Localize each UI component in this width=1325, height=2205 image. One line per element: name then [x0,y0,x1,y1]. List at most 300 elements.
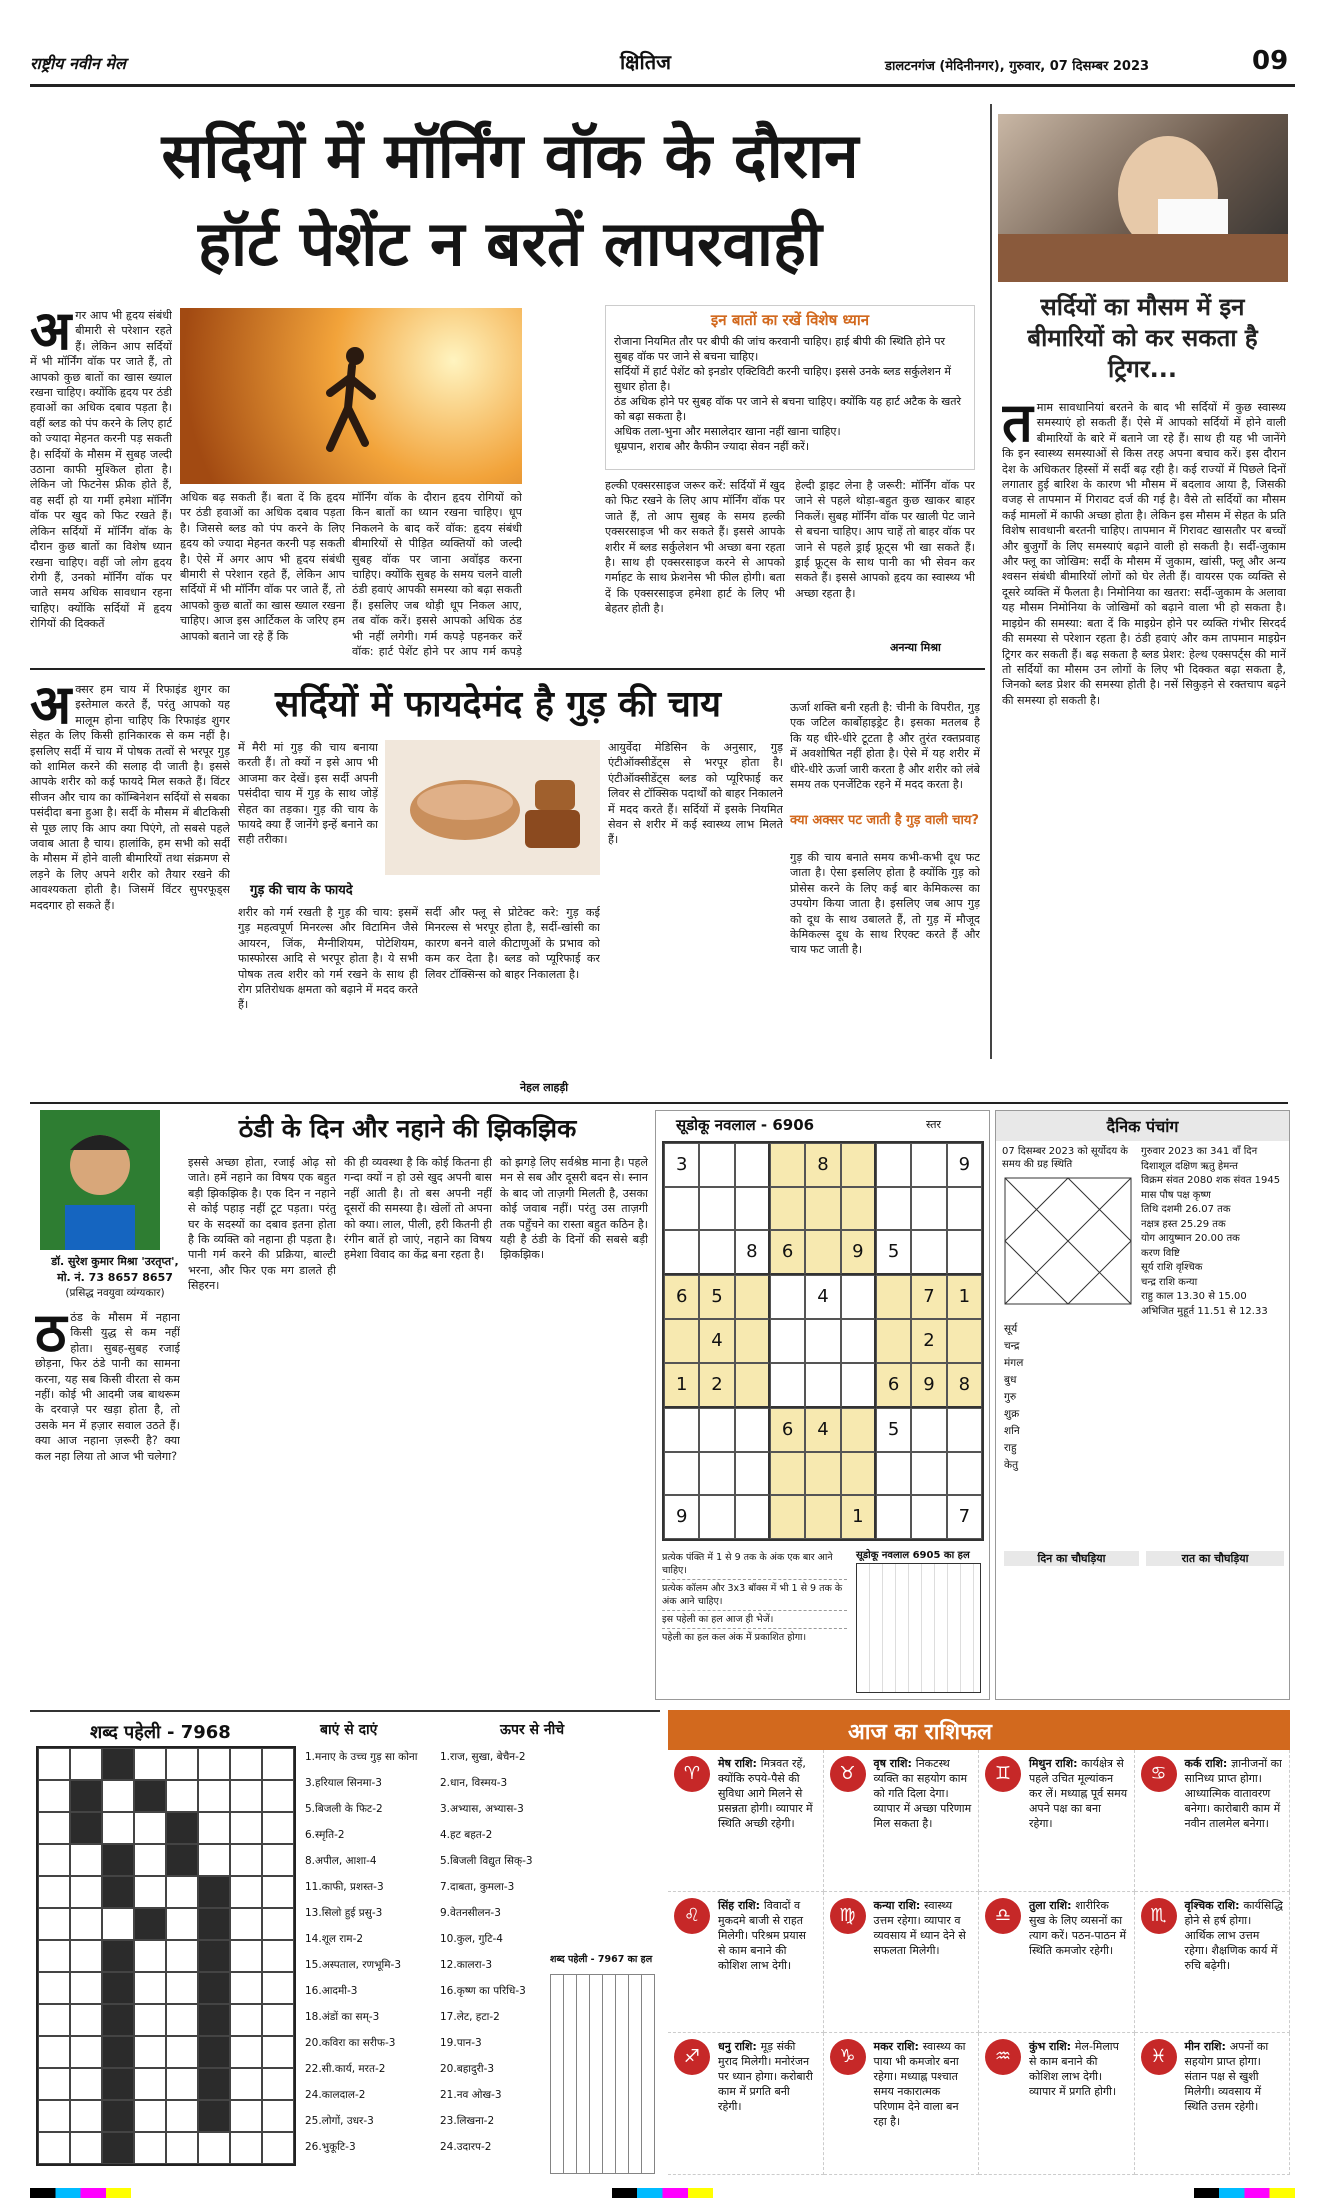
main-col-2: अधिक बढ़ सकती हैं। बता दें कि हृदय पर ठंडी हवाओं का अधिक दबाव पड़ता है। जिससे ब्लड को पंप करने के लिए हृदय को ज्यादा मेहनत करनी पड़ सकती है। ऐसे में अगर आप भी हृदय संबंधी बीमारी से परेशान रहते हैं, लेकिन आप सर्दियों में भी मॉर्निंग वॉक पर जाते हैं, तो आपको कुछ बातों का खास ख्याल रखना चाहिए। आज इस आर्टिकल के जरिए हम आपको बताने जा रहे हैं कि [180,491,345,643]
crossword-cell[interactable] [262,2132,294,2164]
panchang-line: तिथि दशमी 26.07 तक [1141,1204,1231,1215]
section-title: क्षितिज [620,50,671,74]
across-clue: 8.अपील, आशा-4 [305,1855,377,1867]
crossword-cell[interactable] [166,1876,198,1908]
rashi-card [979,2033,1135,2175]
crossword-cell[interactable] [262,2036,294,2068]
sudoku-cell[interactable] [947,1452,982,1495]
crossword-cell[interactable] [262,1748,294,1780]
crossword-cell[interactable] [166,2068,198,2100]
crossword-cell[interactable] [134,1780,166,1812]
planet-row: बुध [1004,1374,1017,1386]
sudoku-cell[interactable]: 6 [664,1275,699,1319]
registration-marks [30,2188,1295,2198]
sudoku-cell[interactable] [841,1187,876,1230]
rashi-text: शारीरिक सुख के लिए व्यसनों का त्याग करें। पठन-पाठन में स्थिति कमजोर रहेगी। [1029,1898,1127,1957]
rashi-text: मेल-मिलाप से काम बनाने की कोशिश लाभ देगी। व्यापार में प्रगति होगी। [1029,2040,1119,2099]
sudoku-cell[interactable] [876,1143,911,1187]
sudoku-cell[interactable] [911,1230,946,1275]
crossword-cell[interactable] [262,2068,294,2100]
crossword-cell[interactable] [230,1908,262,1940]
tip-item: सर्दियों में हार्ट पेशेंट को इनडोर एक्टिविटी करनी चाहिए। इससे उनके ब्लड सर्कुलेशन में सुधार होता है। [614,365,951,393]
sudoku-cell[interactable] [770,1452,805,1495]
planet-row: केतु [1004,1459,1019,1471]
sudoku-cell[interactable]: 6 [770,1230,805,1275]
sudoku-cell[interactable] [735,1187,770,1230]
down-clue: 9.वेतनसीलन-3 [440,1907,501,1919]
zodiac-icon: ♐ [674,2039,710,2075]
across-clue: 16.आदमी-3 [305,1985,358,1997]
sudoku-notes [662,1549,847,1646]
sudoku-cell[interactable] [735,1452,770,1495]
sudoku-cell[interactable] [664,1408,699,1452]
across-clue: 24.कालदाल-2 [305,2089,366,2101]
crossword-cell[interactable] [262,2100,294,2132]
crossword-cell[interactable] [198,1972,230,2004]
sudoku-cell[interactable] [699,1187,734,1230]
crossword-cell[interactable] [102,2068,134,2100]
crossword-grid[interactable] [36,1746,296,2166]
across-clues [305,1744,435,2160]
crossword-cell[interactable] [198,1844,230,1876]
across-clue: 14.शूल राम-2 [305,1933,364,1945]
sudoku-cell[interactable]: 7 [947,1495,982,1539]
crossword-cell[interactable] [134,1844,166,1876]
sudoku-cell[interactable] [841,1275,876,1319]
bath-col-1 [35,1310,180,1700]
crossword-cell[interactable] [198,2100,230,2132]
crossword-cell[interactable] [198,2132,230,2164]
crossword-cell[interactable] [134,2100,166,2132]
masthead-logo: राष्ट्रीय नवीन मेल [30,54,126,73]
crossword-cell[interactable] [134,1812,166,1844]
crossword-cell[interactable] [230,1876,262,1908]
crossword-cell[interactable] [134,1908,166,1940]
tip-item: धूम्रपान, शराब और कैफीन ज्यादा सेवन नहीं करें। [614,440,810,453]
tea-col-5 [608,905,783,1095]
across-clue: 11.काफी, प्रशस्त-3 [305,1881,384,1893]
rashi-card [1135,2033,1291,2175]
author-name: डॉ. सुरेश कुमार मिश्रा 'उरतृप्त', [51,1255,179,1268]
bath-col-1-text: ठंड के मौसम में नहाना किसी युद्ध से कम नहीं होता। सुबह-सुबह रजाई छोड़ना, फिर ठंडे पानी का सामना करना, यह सब किसी वीरता से कम नहीं। कोई भी आदमी जब बाथरूम के दरवाज़े पर खड़ा होता है, तो उसके मन में हज़ार सवाल उठते हैं। क्या आज नहाना ज़रूरी है? क्या कल नहा लिया तो आज भी चलेगा? [35,1311,180,1463]
sudoku-cell[interactable]: 9 [664,1495,699,1539]
crossword-cell[interactable] [230,2132,262,2164]
rashi-text: मित्रवत रहें, क्योंकि रुपये-पैसे की सुविधा आगे मिलने से प्रसन्नता होगी। व्यापार में स्थिति अच्छी रहेगी। [718,1757,813,1830]
sudoku-cell[interactable] [770,1143,805,1187]
sudoku-note: प्रत्येक पंक्ति में 1 से 9 तक के अंक एक बार आने चाहिए। [662,1549,847,1580]
sudoku-cell[interactable] [805,1363,840,1408]
crossword-cell[interactable] [134,1940,166,1972]
crossword-cell[interactable] [38,2100,70,2132]
sudoku-cell[interactable] [911,1187,946,1230]
main-col-5: हेल्दी ड्राइट लेना है जरूरी: मॉर्निंग वॉक पर जाने से पहले थोड़ा-बहुत कुछ खाकर बाहर निकलें। सुबह मॉर्निंग वॉक पर खाली पेट जाने से बचना चाहिए। आप चाहें तो बाहर वॉक पर जाने से पहले ड्राई फ्रूट्स भी खा सकते हैं। ड्राई फ्रूट्स के साथ पानी का भी सेवन कर सकते हैं। इससे आपको हृदय का स्वास्थ्य भी अच्छा रहता है। [795,479,975,600]
across-clue: 26.भुकूटि-3 [305,2141,356,2153]
rashi-text: अपनों का सहयोग प्राप्त होगा। संतान पक्ष से खुशी मिलेगी। व्यवसाय में स्थिति उत्तम रहेगी। [1184,2040,1269,2114]
rashi-text: ज्ञानीजनों का सानिध्य प्राप्त होगा। आध्यात्मिक वातावरण बनेगा। कारोबारी काम में नवीन तालमेल बनेगा। [1184,1757,1282,1830]
tea-headline: सर्दियों में फायदेमंद है गुड़ की चाय [274,684,722,725]
down-clue: 12.कालरा-3 [440,1959,493,1971]
crossword-cell[interactable] [262,1812,294,1844]
crossword-cell[interactable] [198,2068,230,2100]
crossword-cell[interactable] [262,1780,294,1812]
rashi-text: स्वास्थ्य का पाया भी कमजोर बना रहेगा। मध्याह्न पश्चात समय नकारात्मक परिणाम देने वाला बन रहा है। [873,2040,966,2129]
tips-box [605,305,975,470]
across-clue: 1.मनाए के उच्च गुड़ सा कोना [305,1751,418,1763]
planet-list [1004,1321,1134,1474]
sudoku-answer-grid [856,1563,981,1693]
crossword-cell[interactable] [134,1972,166,2004]
sudoku-cell[interactable] [805,1230,840,1275]
rashi-text: विवादों व मुकदमे बाजी से राहत मिलेगी। परिश्रम प्रयास से काम बनाने की कोशिश लाभ देगी। [718,1898,806,1972]
crossword-cell[interactable] [38,1876,70,1908]
sudoku-cell[interactable]: 9 [841,1230,876,1275]
sudoku-panel [655,1110,990,1700]
sudoku-cell[interactable]: 1 [841,1495,876,1539]
crossword-cell[interactable] [38,2036,70,2068]
crossword-cell[interactable] [134,2132,166,2164]
crossword-cell[interactable] [166,2100,198,2132]
panchang-line: चन्द्र राशि कन्या [1141,1276,1198,1288]
sudoku-cell[interactable] [841,1143,876,1187]
down-clue: 3.अभ्यास, अभ्यास-3 [440,1803,524,1815]
crossword-cell[interactable] [38,2004,70,2036]
zodiac-icon: ♍ [830,1898,866,1934]
crossword-cell[interactable] [70,2004,102,2036]
crossword-cell[interactable] [230,2068,262,2100]
crossword-cell[interactable] [102,1780,134,1812]
crossword-cell[interactable] [70,1780,102,1812]
sudoku-cell[interactable] [841,1408,876,1452]
crossword-cell[interactable] [38,1908,70,1940]
crossword-cell[interactable] [230,1812,262,1844]
night-title: रात का चौघड़िया [1146,1551,1284,1566]
down-clue: 21.नव ओख-3 [440,2089,502,2101]
sudoku-cell[interactable] [876,1319,911,1363]
planet-row: गुरु [1004,1391,1017,1403]
crossword-cell[interactable] [230,1844,262,1876]
sudoku-cell[interactable] [841,1319,876,1363]
crossword-cell[interactable] [134,1748,166,1780]
tea-sub-b: सर्दी और फ्लू से प्रोटेक्ट करे: गुड़ कई मिनरल्स से भरपूर होता है, सर्दी-खांसी का कारण बनने वाले कीटाणुओं के प्रभाव को कम कर देता है। ब्लड को प्यूरिफाई कर लिवर टॉक्सिन्स को बाहर निकालता है। [425,906,600,981]
crossword-cell[interactable] [262,1940,294,1972]
sudoku-cell[interactable]: 5 [699,1275,734,1319]
crossword-cell[interactable] [230,1940,262,1972]
crossword-cell[interactable] [102,2036,134,2068]
panchang-line: सूर्य राशि वृश्चिक [1141,1262,1203,1273]
sudoku-cell[interactable] [735,1363,770,1408]
crossword-cell[interactable] [70,2100,102,2132]
zodiac-icon: ♒ [985,2039,1021,2075]
sudoku-cell[interactable] [805,1452,840,1495]
side-body [1002,400,1286,1050]
rashifal-title: आज का राशिफल [668,1710,1290,1750]
rashi-name: मीन राशि: [1184,2040,1230,2054]
sudoku-cell[interactable] [805,1319,840,1363]
crossword-cell[interactable] [198,1908,230,1940]
crossword-cell[interactable] [166,1812,198,1844]
panchang-title: दैनिक पंचांग [996,1111,1289,1141]
sudoku-cell[interactable] [770,1319,805,1363]
sudoku-cell[interactable] [699,1408,734,1452]
crossword-cell[interactable] [102,1908,134,1940]
crossword-cell[interactable] [262,1876,294,1908]
crossword-cell[interactable] [38,1844,70,1876]
sudoku-cell[interactable] [664,1319,699,1363]
crossword-cell[interactable] [70,2132,102,2164]
tea-photo [385,740,600,875]
crossword-cell[interactable] [230,1748,262,1780]
crossword-cell[interactable] [198,2004,230,2036]
sudoku-cell[interactable] [947,1408,982,1452]
sudoku-cell[interactable] [770,1275,805,1319]
rashi-text: स्वास्थ्य उत्तम रहेगा। व्यापार व व्यवसाय में ध्यान देने से सफलता मिलेगी। [873,1898,966,1957]
section-rule-2 [30,1102,1288,1104]
sudoku-cell[interactable] [876,1187,911,1230]
crossword-cell[interactable] [166,1908,198,1940]
header-rule [30,84,1295,87]
masthead-bar [30,40,1295,90]
sudoku-cell[interactable] [911,1408,946,1452]
rashi-text: कार्यक्षेत्र से पहले उचित मूल्यांकन कर लें। मध्याह्न पूर्व समय अपने पक्ष का बना रहेगा। [1029,1757,1128,1830]
crossword-cell[interactable] [230,1972,262,2004]
down-clue: 24.उदारप-2 [440,2141,492,2153]
sudoku-cell[interactable] [911,1143,946,1187]
crossword-cell[interactable] [166,2004,198,2036]
sudoku-cell[interactable]: 4 [805,1408,840,1452]
sudoku-cell[interactable] [947,1230,982,1275]
across-clue: 25.लोगों, उधर-3 [305,2115,374,2127]
sudoku-cell[interactable] [699,1143,734,1187]
sudoku-cell[interactable] [947,1187,982,1230]
crossword-cell[interactable] [70,2036,102,2068]
sudoku-cell[interactable] [947,1319,982,1363]
crossword-cell[interactable] [70,1876,102,1908]
author-photo [40,1110,160,1250]
crossword-cell[interactable] [166,2132,198,2164]
rashi-name: कन्या राशि: [873,1898,925,1912]
down-clue: 17.लेट, हटा-2 [440,2011,500,2023]
panchang-lines [1141,1145,1286,1319]
crossword-cell[interactable] [38,1940,70,1972]
sudoku-cell[interactable]: 7 [911,1275,946,1319]
crossword-cell[interactable] [166,1972,198,2004]
crossword-title: शब्द पहेली - 7968 [90,1722,231,1743]
sudoku-cell[interactable]: 8 [805,1143,840,1187]
crossword-cell[interactable] [102,2100,134,2132]
crossword-cell[interactable] [262,1844,294,1876]
crossword-cell[interactable] [102,1844,134,1876]
sick-woman-photo [998,114,1288,282]
rashifal-grid [668,1750,1290,2175]
crossword-cell[interactable] [262,1908,294,1940]
crossword-cell[interactable] [70,1844,102,1876]
crossword-cell[interactable] [198,2036,230,2068]
sudoku-cell[interactable]: 1 [947,1275,982,1319]
crossword-cell[interactable] [134,1876,166,1908]
sudoku-cell[interactable]: 5 [876,1230,911,1275]
author-portrait-icon [40,1110,160,1250]
crossword-cell[interactable] [134,2068,166,2100]
sudoku-cell[interactable]: 2 [911,1319,946,1363]
planet-row: राहु [1004,1442,1017,1454]
sudoku-cell[interactable] [699,1495,734,1539]
rashi-name: मिथुन राशि: [1029,1757,1082,1770]
crossword-cell[interactable] [102,1940,134,1972]
crossword-cell[interactable] [166,1940,198,1972]
sudoku-cell[interactable]: 6 [876,1363,911,1408]
crossword-cell[interactable] [102,1812,134,1844]
sudoku-cell[interactable] [699,1452,734,1495]
sudoku-cell[interactable]: 2 [699,1363,734,1408]
crossword-cell[interactable] [102,1876,134,1908]
sudoku-cell[interactable] [805,1187,840,1230]
bath-col-2: इससे अच्छा होता, रजाई ओढ़ सो जाते। हमें नहाने का विषय एक बहुत बड़ी झिकझिक है। एक दिन न नहाने से कोई पहाड़ नहीं टूट पड़ता। परंतु घर के सदस्यों का दबाव इतना होता है कि व्यक्ति को नहाना ही पड़ता है। पानी गर्म करने की प्रक्रिया, बाल्टी भरना, और फिर एक मग डालते ही सिहरन। [188,1156,336,1293]
rashi-card [979,1892,1135,2034]
sudoku-cell[interactable] [770,1495,805,1539]
panchang-intro: 07 दिसम्बर 2023 को सूर्योदय के समय की ग्रह स्थिति [1002,1146,1128,1170]
sudoku-cell[interactable] [770,1363,805,1408]
sudoku-grid[interactable] [662,1141,984,1541]
kundli-chart [1004,1177,1132,1305]
rashi-name: मकर राशि: [873,2040,923,2054]
crossword-cell[interactable] [102,2004,134,2036]
down-clue: 20.बहादुरी-3 [440,2063,495,2075]
crossword-cell[interactable] [166,2036,198,2068]
crossword-cell[interactable] [166,1748,198,1780]
sudoku-cell[interactable]: 9 [947,1143,982,1187]
crossword-cell[interactable] [38,2068,70,2100]
crossword-cell[interactable] [38,1972,70,2004]
crossword-cell[interactable] [102,1972,134,2004]
crossword-cell[interactable] [198,1876,230,1908]
sudoku-cell[interactable] [770,1187,805,1230]
crossword-cell[interactable] [230,2036,262,2068]
sudoku-cell[interactable] [876,1495,911,1539]
across-clue: 18.अंडों का सम्-3 [305,2011,380,2023]
crossword-cell[interactable] [70,2068,102,2100]
down-clue: 2.धान, विस्मय-3 [440,1777,508,1789]
sudoku-cell[interactable] [841,1363,876,1408]
panchang-line: अभिजित मुहूर्त 11.51 से 12.33 [1141,1305,1268,1317]
crossword-cell[interactable] [198,1812,230,1844]
sudoku-cell[interactable]: 6 [770,1408,805,1452]
sudoku-cell[interactable]: 1 [664,1363,699,1408]
crossword-cell[interactable] [198,1780,230,1812]
crossword-cell[interactable] [230,2100,262,2132]
sudoku-cell[interactable] [735,1408,770,1452]
crossword-cell[interactable] [134,2036,166,2068]
down-clue: 16.कृष्ण का परिधि-3 [440,1985,526,1997]
crossword-answer-title: शब्द पहेली - 7967 का हल [550,1954,653,1965]
tea-col-2: में मैरी मां गुड़ की चाय बनाया करती हैं। तो क्यों न इसे आप भी आजमा कर देखें। इस सर्दी अपनी पसंदीदा चाय में गुड़ के साथ जोड़ें सेहत का तड़का। गुड़ की चाय के फायदे क्या हैं जानेंगे इन्हें बनाने का सही तरीका। [238,741,378,847]
sudoku-note: इस पहेली का हल आज ही भेजें। [662,1611,847,1629]
rashi-name: धनु राशि: [718,2040,761,2054]
crossword-cell[interactable] [262,2004,294,2036]
crossword-cell[interactable] [102,2132,134,2164]
sudoku-cell[interactable] [664,1230,699,1275]
zodiac-icon: ♋ [1141,1756,1177,1792]
sudoku-cell[interactable] [664,1452,699,1495]
crossword-cell[interactable] [38,1780,70,1812]
crossword-cell[interactable] [38,2132,70,2164]
crossword-cell[interactable] [70,1972,102,2004]
crossword-answer-grid [550,1974,655,2174]
sudoku-cell[interactable] [699,1230,734,1275]
sudoku-cell[interactable]: 5 [876,1408,911,1452]
zodiac-icon: ♉ [830,1756,866,1792]
sudoku-cell[interactable] [911,1452,946,1495]
sudoku-cell[interactable] [876,1275,911,1319]
crossword-cell[interactable] [198,1748,230,1780]
sudoku-cell[interactable]: 8 [947,1363,982,1408]
bath-dropcap: ठ [35,1310,67,1364]
across-clue: 15.अस्पताल, रणभूमि-3 [305,1959,402,1971]
sudoku-answer-title: सूडोकू नवलाल 6905 का हल [856,1550,970,1561]
side-border [990,104,992,1059]
crossword-cell[interactable] [70,1940,102,1972]
sudoku-cell[interactable] [735,1143,770,1187]
sudoku-cell[interactable] [735,1275,770,1319]
sudoku-cell[interactable]: 4 [805,1275,840,1319]
rashi-card [668,1892,824,2034]
bath-headline: ठंडी के दिन और नहाने की झिकझिक [238,1114,577,1143]
main-dropcap: अ [30,308,72,362]
sudoku-note: पहेली का हल कल अंक में प्रकाशित होगा। [662,1632,807,1643]
down-clue: 4.हट बहत-2 [440,1829,493,1841]
sudoku-cell[interactable]: 4 [699,1319,734,1363]
crossword-cell[interactable] [70,1748,102,1780]
rashi-text: निकटस्थ व्यक्ति का सहयोग काम को गति दिला देगा। व्यापार में अच्छा परिणाम मिल सकता है। [873,1757,972,1830]
sudoku-cell[interactable] [911,1495,946,1539]
crossword-cell[interactable] [134,2004,166,2036]
crossword-cell[interactable] [102,1748,134,1780]
crossword-cell[interactable] [166,1844,198,1876]
rashi-name: कुंभ राशि: [1029,2040,1075,2054]
tip-item: रोजाना नियमित तौर पर बीपी की जांच करवानी चाहिए। हाई बीपी की स्थिति होने पर सुबह वॉक पर जाने से बचना चाहिए। [614,335,946,363]
tea-col-1 [30,682,230,1112]
rashi-name: तुला राशि: [1029,1898,1076,1912]
crossword-cell[interactable] [38,1812,70,1844]
down-clue: 1.राज, सुखा, बेचैन-2 [440,1751,526,1763]
sudoku-cell[interactable] [876,1452,911,1495]
sudoku-cell[interactable]: 3 [664,1143,699,1187]
zodiac-icon: ♓ [1141,2039,1177,2075]
sudoku-cell[interactable]: 9 [911,1363,946,1408]
sudoku-cell[interactable] [805,1495,840,1539]
crossword-cell[interactable] [38,1748,70,1780]
crossword-cell[interactable] [198,1940,230,1972]
tea-subhead: क्या अक्सर पट जाती है गुड़ वाली चाय? [790,813,979,828]
bath-col-4: को झगड़े लिए सर्वश्रेष्ठ माना है। पहले मन से सब और दूसरी बदन से। स्नान के बाद जो ताज़गी मिलती है, उसका कोई जवाब नहीं। परंतु उस ताज़गी तक पहुँचने का रास्ता बहुत कठिन है। यही है ठंडी के दिनों की सबसे बड़ी झिकझिक। [500,1156,648,1262]
sudoku-cell[interactable] [664,1187,699,1230]
sudoku-cell[interactable] [841,1452,876,1495]
crossword-cell[interactable] [70,1812,102,1844]
sudoku-cell[interactable] [735,1319,770,1363]
tips-title: इन बातों का रखें विशेष ध्यान [710,311,870,329]
crossword-cell[interactable] [230,2004,262,2036]
tea-cup-icon [385,740,600,875]
sudoku-cell[interactable]: 8 [735,1230,770,1275]
planet-row: चन्द्र [1004,1340,1020,1352]
rashi-name: सिंह राशि: [718,1898,764,1912]
sudoku-cell[interactable] [735,1495,770,1539]
crossword-cell[interactable] [230,1780,262,1812]
crossword-cell[interactable] [262,1972,294,2004]
crossword-cell[interactable] [70,1908,102,1940]
dateline: डालटनगंज (मेदिनीनगर), गुरुवार, 07 दिसम्बर 2023 [885,59,1150,74]
crossword-cell[interactable] [166,1780,198,1812]
zodiac-icon: ♌ [674,1898,710,1934]
